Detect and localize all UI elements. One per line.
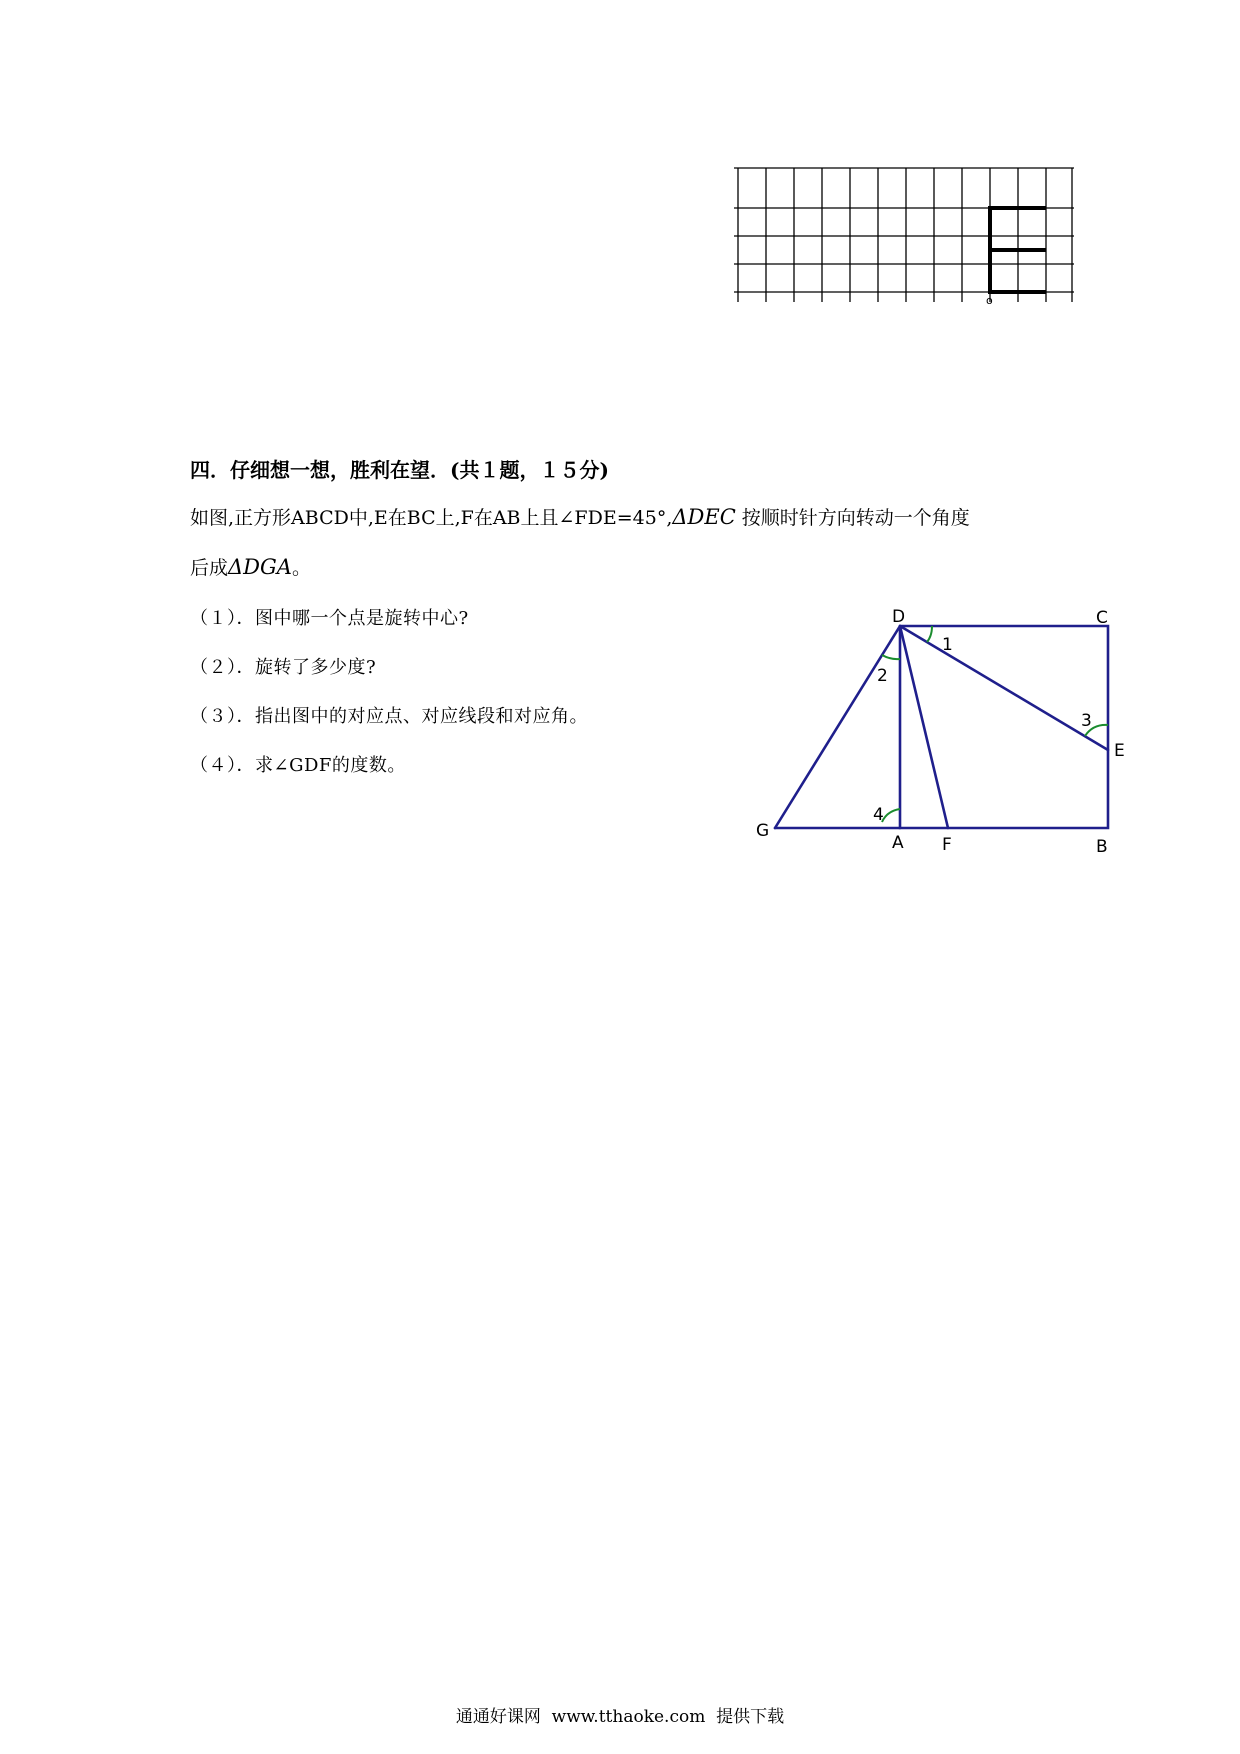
angle-4-arc: [882, 809, 900, 822]
question-3: （３）．指出图中的对应点、对应线段和对应角。: [190, 706, 588, 727]
angle-2-label: 2: [877, 666, 888, 686]
angle-2-arc: [882, 655, 900, 659]
section-title: 四．仔细想一想，胜利在望．(共１题，１５分): [190, 458, 609, 482]
intro-line-2-text: 后成: [190, 557, 229, 579]
point-b-label: B: [1096, 837, 1108, 857]
intro-line-2-end: 。: [291, 557, 311, 579]
square-outline: [900, 626, 1108, 828]
angle-1-label: 1: [942, 635, 953, 655]
intro-line-2-math: ΔDGA: [228, 555, 292, 579]
segment-dg: [775, 626, 900, 828]
origin-label: o: [986, 294, 993, 307]
grid-figure: [734, 168, 1074, 306]
intro-line-1-text: 如图,正方形ABCD中,E在BC上,F在AB上且∠FDE=45°,: [190, 507, 673, 529]
angle-3-label: 3: [1081, 711, 1092, 731]
question-4: （４）．求∠GDF的度数。: [190, 755, 406, 776]
point-f-label: F: [942, 835, 952, 855]
segment-de: [900, 626, 1108, 750]
grid-lines: [734, 168, 1074, 302]
intro-line-1-math: ΔDEC: [672, 505, 736, 529]
angle-1-arc: [927, 626, 932, 642]
intro-line-1: [190, 503, 970, 530]
geometry-figure: [756, 607, 1160, 874]
segment-df: [900, 626, 948, 828]
intro-line-2: [190, 553, 311, 580]
intro-line-1-end: 按顺时针方向转动一个角度: [735, 507, 970, 529]
point-e-label: E: [1114, 741, 1125, 761]
angle-4-label: 4: [873, 805, 884, 825]
point-g-label: G: [756, 821, 770, 841]
point-c-label: C: [1096, 608, 1108, 628]
point-d-label: D: [892, 607, 906, 627]
footer: 通通好课网 www.tthaoke.com 提供下载: [455, 1707, 785, 1727]
question-2: （２）．旋转了多少度?: [190, 657, 377, 678]
point-a-label: A: [892, 833, 904, 853]
question-1: （１）．图中哪一个点是旋转中心?: [190, 608, 469, 629]
